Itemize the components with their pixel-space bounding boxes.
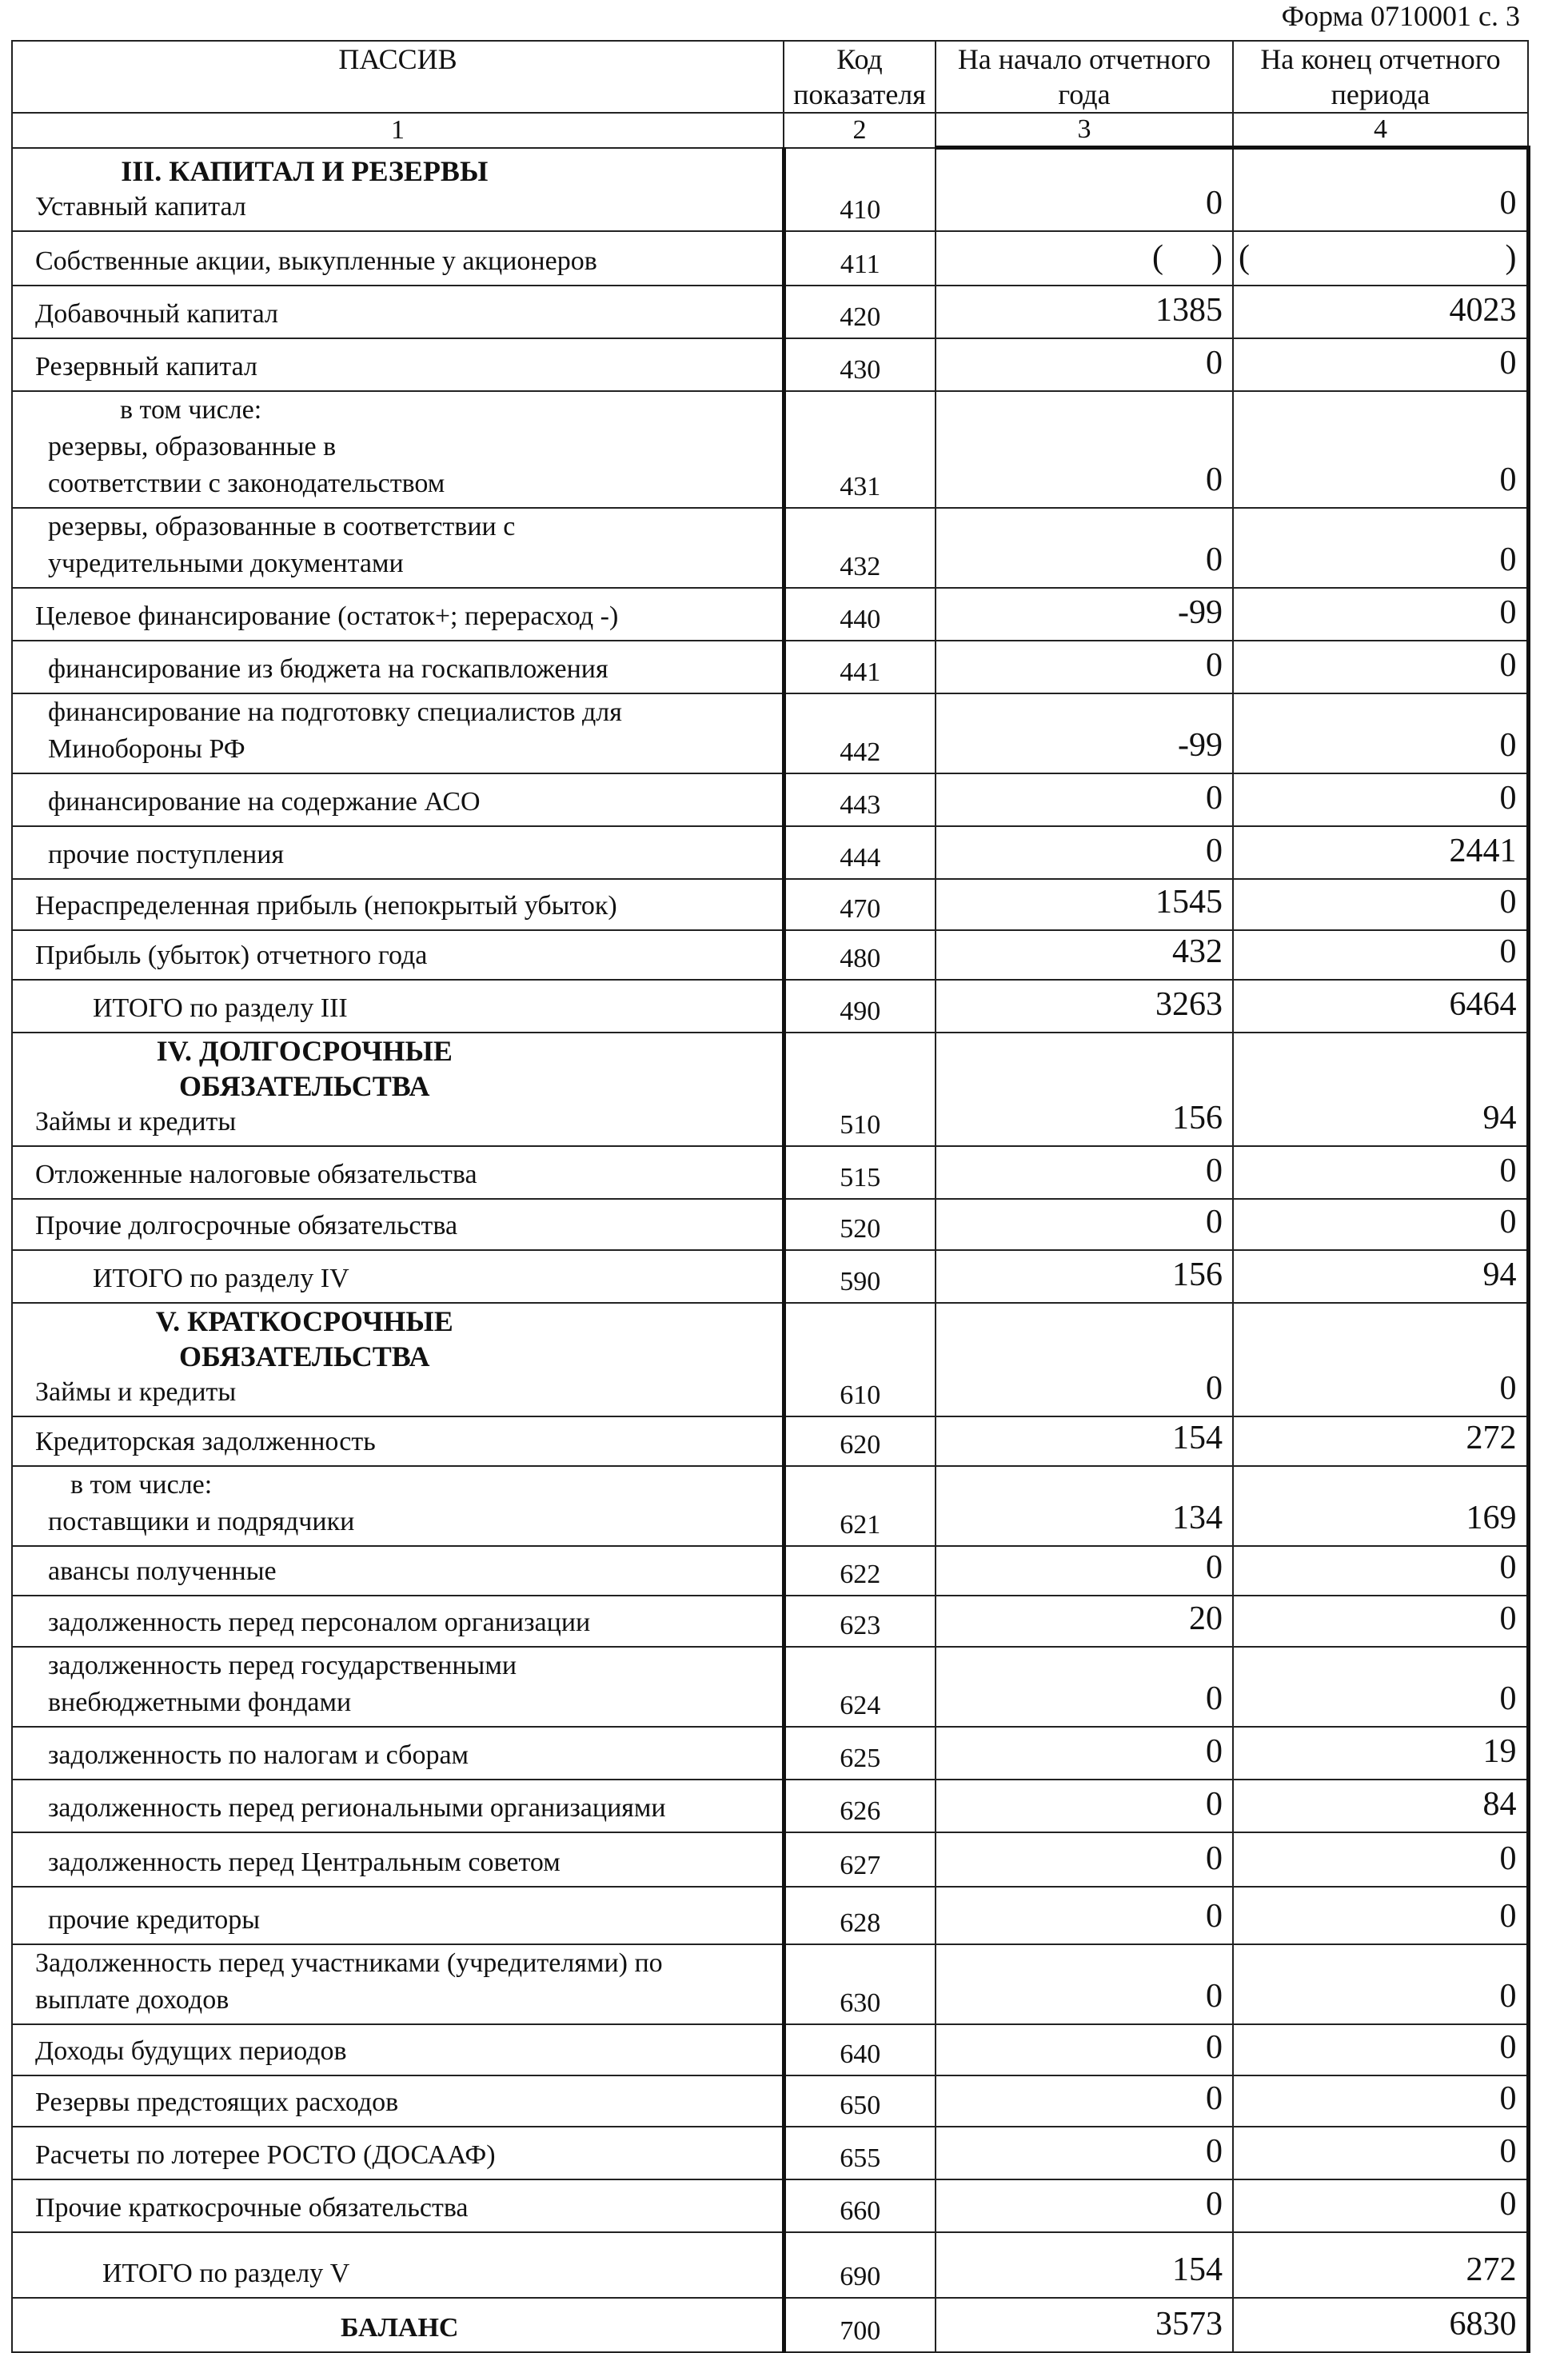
table-row bbox=[12, 826, 1528, 879]
table-row bbox=[12, 1727, 1528, 1780]
value-end: 84 bbox=[1233, 1780, 1528, 1832]
table-row bbox=[12, 1647, 1528, 1727]
value-end: 0 bbox=[1233, 879, 1528, 930]
row-code: 431 bbox=[784, 391, 936, 508]
value-end: 0 bbox=[1233, 2024, 1528, 2075]
value-start: 0 bbox=[936, 2024, 1233, 2075]
row-code: 410 bbox=[784, 148, 936, 231]
row-code: 444 bbox=[784, 826, 936, 879]
value-start: -99 bbox=[936, 588, 1233, 641]
value-end: 0 bbox=[1233, 1596, 1528, 1647]
row-label: Целевое финансирование (остаток+; перерасход -) bbox=[12, 588, 784, 641]
value-start: 0 bbox=[936, 1546, 1233, 1596]
section-title-capital: III. КАПИТАЛ И РЕЗЕРВЫ bbox=[121, 154, 489, 187]
table-row bbox=[12, 231, 1528, 286]
row-code: 620 bbox=[784, 1416, 936, 1466]
value-end: 6830 bbox=[1233, 2298, 1528, 2352]
value-end: 94 bbox=[1233, 1033, 1528, 1146]
value-start: 134 bbox=[936, 1466, 1233, 1546]
row-label: Кредиторская задолженность bbox=[12, 1416, 784, 1466]
table-row bbox=[12, 391, 1528, 508]
row-code: 443 bbox=[784, 773, 936, 826]
table-row-total bbox=[12, 1250, 1528, 1303]
row-label: задолженность перед персоналом организации bbox=[12, 1596, 784, 1647]
in-that-number: в том числе: bbox=[70, 1469, 213, 1500]
table-row bbox=[12, 1416, 1528, 1466]
row-code: 625 bbox=[784, 1727, 936, 1780]
value-start: 0 bbox=[936, 1303, 1233, 1416]
value-end: 4023 bbox=[1233, 286, 1528, 338]
row-label: прочие поступления bbox=[12, 826, 784, 879]
value-end: 0 bbox=[1233, 1546, 1528, 1596]
row-code: 690 bbox=[784, 2232, 936, 2298]
row-label bbox=[12, 1033, 784, 1146]
value-end: 169 bbox=[1233, 1466, 1528, 1546]
value-end: 0 bbox=[1233, 930, 1528, 980]
table-row bbox=[12, 2075, 1528, 2127]
table-row bbox=[12, 693, 1528, 773]
table-row-balance bbox=[12, 2298, 1528, 2352]
row-code: 510 bbox=[784, 1033, 936, 1146]
column-number: 1 bbox=[12, 113, 784, 148]
value-start: 1385 bbox=[936, 286, 1233, 338]
row-code: 411 bbox=[784, 231, 936, 286]
row-label bbox=[12, 1303, 784, 1416]
row-code: 430 bbox=[784, 338, 936, 391]
value-start: 0 bbox=[936, 1832, 1233, 1887]
value-start: 0 bbox=[936, 2179, 1233, 2232]
row-label: Прочие долгосрочные обязательства bbox=[12, 1199, 784, 1250]
value-end: 0 bbox=[1233, 588, 1528, 641]
value-start: 20 bbox=[936, 1596, 1233, 1647]
row-label-text: Займы и кредиты bbox=[35, 1106, 237, 1137]
row-label: финансирование на подготовку специалистов для Минобороны РФ bbox=[12, 693, 784, 773]
row-label: Резервы предстоящих расходов bbox=[12, 2075, 784, 2127]
value-start: 0 bbox=[936, 1647, 1233, 1727]
row-label: резервы, образованные в соответствии с учредительными документами bbox=[12, 508, 784, 588]
value-end: 0 bbox=[1233, 1303, 1528, 1416]
value-start: 0 bbox=[936, 1944, 1233, 2024]
row-label: Отложенные налоговые обязательства bbox=[12, 1146, 784, 1199]
row-code: 515 bbox=[784, 1146, 936, 1199]
close-paren: ) bbox=[1505, 238, 1517, 276]
in-that-number: в том числе: bbox=[120, 394, 262, 425]
value-end: 2441 bbox=[1233, 826, 1528, 879]
table-header-row bbox=[12, 41, 1528, 113]
row-label: Задолженность перед участниками (учредителями) по выплате доходов bbox=[12, 1944, 784, 2024]
form-number: Форма 0710001 с. 3 bbox=[1281, 0, 1520, 32]
row-code: 626 bbox=[784, 1780, 936, 1832]
table-row bbox=[12, 2179, 1528, 2232]
row-code: 627 bbox=[784, 1832, 936, 1887]
table-row bbox=[12, 588, 1528, 641]
row-label: задолженность перед государственными внебюджетными фондами bbox=[12, 1647, 784, 1727]
value-end: 0 bbox=[1233, 391, 1528, 508]
row-label: финансирование на содержание АСО bbox=[12, 773, 784, 826]
row-label: задолженность перед региональными организациями bbox=[12, 1780, 784, 1832]
value-start: 154 bbox=[936, 1416, 1233, 1466]
row-label: Собственные акции, выкупленные у акционеров bbox=[12, 231, 784, 286]
row-code: 490 bbox=[784, 980, 936, 1033]
value-end: 272 bbox=[1233, 1416, 1528, 1466]
value-end: 0 bbox=[1233, 2179, 1528, 2232]
value-end: 0 bbox=[1233, 1944, 1528, 2024]
row-label: авансы полученные bbox=[12, 1546, 784, 1596]
header-end-of-period: На конец отчетного периода bbox=[1233, 41, 1528, 113]
value-end: 0 bbox=[1233, 1647, 1528, 1727]
value-start: 3573 bbox=[936, 2298, 1233, 2352]
row-code: 655 bbox=[784, 2127, 936, 2179]
row-label: задолженность по налогам и сборам bbox=[12, 1727, 784, 1780]
table-row bbox=[12, 508, 1528, 588]
row-code: 420 bbox=[784, 286, 936, 338]
value-end: 0 bbox=[1233, 148, 1528, 231]
row-label-text: резервы, образованные в соответствии с законодательством bbox=[48, 431, 445, 498]
open-paren: ( bbox=[1152, 238, 1163, 276]
value-end: 0 bbox=[1233, 641, 1528, 693]
row-label bbox=[12, 391, 784, 508]
table-row bbox=[12, 2024, 1528, 2075]
value-end: 0 bbox=[1233, 1146, 1528, 1199]
row-label: Добавочный капитал bbox=[12, 286, 784, 338]
value-end: 0 bbox=[1233, 1832, 1528, 1887]
row-label: Расчеты по лотерее РОСТО (ДОСААФ) bbox=[12, 2127, 784, 2179]
table-row bbox=[12, 641, 1528, 693]
value-start: 432 bbox=[936, 930, 1233, 980]
column-number: 4 bbox=[1233, 113, 1528, 148]
row-code: 441 bbox=[784, 641, 936, 693]
table-row bbox=[12, 773, 1528, 826]
value-start: 0 bbox=[936, 2075, 1233, 2127]
value-start: 0 bbox=[936, 1146, 1233, 1199]
table-row bbox=[12, 338, 1528, 391]
value-start bbox=[936, 231, 1233, 286]
row-code: 480 bbox=[784, 930, 936, 980]
column-number: 2 bbox=[784, 113, 936, 148]
row-code: 628 bbox=[784, 1887, 936, 1944]
value-end bbox=[1233, 231, 1528, 286]
row-code: 650 bbox=[784, 2075, 936, 2127]
row-label-text: Уставный капитал bbox=[35, 191, 246, 222]
value-end: 0 bbox=[1233, 2127, 1528, 2179]
table-row bbox=[12, 1466, 1528, 1546]
value-end: 0 bbox=[1233, 1887, 1528, 1944]
row-code: 610 bbox=[784, 1303, 936, 1416]
table-row bbox=[12, 1596, 1528, 1647]
table-row bbox=[12, 1546, 1528, 1596]
row-label: Прибыль (убыток) отчетного года bbox=[12, 930, 784, 980]
table-row bbox=[12, 1944, 1528, 2024]
value-start: 0 bbox=[936, 1780, 1233, 1832]
row-code: 621 bbox=[784, 1466, 936, 1546]
header-start-of-year: На начало отчетного года bbox=[936, 41, 1233, 113]
section-title-short-term: V. КРАТКОСРОЧНЫЕ ОБЯЗАТЕЛЬСТВА bbox=[155, 1304, 453, 1372]
value-end: 6464 bbox=[1233, 980, 1528, 1033]
value-start: 0 bbox=[936, 338, 1233, 391]
row-label-text: Займы и кредиты bbox=[35, 1376, 237, 1407]
table-row bbox=[12, 148, 1528, 231]
row-label: прочие кредиторы bbox=[12, 1887, 784, 1944]
value-start: 156 bbox=[936, 1033, 1233, 1146]
row-label: Резервный капитал bbox=[12, 338, 784, 391]
column-number: 3 bbox=[936, 113, 1233, 148]
value-start: 156 bbox=[936, 1250, 1233, 1303]
table-row bbox=[12, 879, 1528, 930]
row-label: Нераспределенная прибыль (непокрытый убыток) bbox=[12, 879, 784, 930]
value-start: 0 bbox=[936, 1727, 1233, 1780]
table-row-total bbox=[12, 2232, 1528, 2298]
table-row bbox=[12, 1033, 1528, 1146]
row-label: Прочие краткосрочные обязательства bbox=[12, 2179, 784, 2232]
row-code: 470 bbox=[784, 879, 936, 930]
column-numbers-row bbox=[12, 113, 1528, 148]
value-start: 3263 bbox=[936, 980, 1233, 1033]
value-start: 0 bbox=[936, 773, 1233, 826]
close-paren: ) bbox=[1211, 238, 1223, 276]
row-label: БАЛАНС bbox=[12, 2298, 784, 2352]
value-start: 154 bbox=[936, 2232, 1233, 2298]
liabilities-balance-table bbox=[11, 40, 1530, 2353]
value-start: 0 bbox=[936, 508, 1233, 588]
value-end: 0 bbox=[1233, 338, 1528, 391]
table-row bbox=[12, 1887, 1528, 1944]
row-code: 660 bbox=[784, 2179, 936, 2232]
row-code: 432 bbox=[784, 508, 936, 588]
row-code: 520 bbox=[784, 1199, 936, 1250]
value-end: 19 bbox=[1233, 1727, 1528, 1780]
value-start: 0 bbox=[936, 148, 1233, 231]
row-label bbox=[12, 1466, 784, 1546]
value-start: 0 bbox=[936, 826, 1233, 879]
value-end: 94 bbox=[1233, 1250, 1528, 1303]
value-end: 0 bbox=[1233, 508, 1528, 588]
row-code: 640 bbox=[784, 2024, 936, 2075]
table-row bbox=[12, 2127, 1528, 2179]
value-start: -99 bbox=[936, 693, 1233, 773]
value-end: 0 bbox=[1233, 773, 1528, 826]
table-row bbox=[12, 1832, 1528, 1887]
table-row bbox=[12, 930, 1528, 980]
table-row bbox=[12, 1199, 1528, 1250]
value-start: 1545 bbox=[936, 879, 1233, 930]
value-end: 272 bbox=[1233, 2232, 1528, 2298]
row-label: ИТОГО по разделу IV bbox=[12, 1250, 784, 1303]
row-code: 624 bbox=[784, 1647, 936, 1727]
row-code: 590 bbox=[784, 1250, 936, 1303]
table-row-total bbox=[12, 980, 1528, 1033]
table-row bbox=[12, 1303, 1528, 1416]
value-start: 0 bbox=[936, 391, 1233, 508]
section-title-long-term: IV. ДОЛГОСРОЧНЫЕ ОБЯЗАТЕЛЬСТВА bbox=[156, 1034, 453, 1102]
row-label bbox=[12, 148, 784, 231]
header-passiv: ПАССИВ bbox=[12, 41, 784, 113]
row-code: 700 bbox=[784, 2298, 936, 2352]
open-paren: ( bbox=[1239, 238, 1250, 276]
row-code: 622 bbox=[784, 1546, 936, 1596]
value-start: 0 bbox=[936, 1199, 1233, 1250]
row-label: Доходы будущих периодов bbox=[12, 2024, 784, 2075]
row-label: задолженность перед Центральным советом bbox=[12, 1832, 784, 1887]
table-row bbox=[12, 1146, 1528, 1199]
value-start: 0 bbox=[936, 1887, 1233, 1944]
table-row bbox=[12, 1780, 1528, 1832]
row-label: ИТОГО по разделу III bbox=[12, 980, 784, 1033]
row-code: 630 bbox=[784, 1944, 936, 2024]
value-start: 0 bbox=[936, 2127, 1233, 2179]
row-code: 440 bbox=[784, 588, 936, 641]
row-label: ИТОГО по разделу V bbox=[12, 2232, 784, 2298]
row-code: 442 bbox=[784, 693, 936, 773]
value-end: 0 bbox=[1233, 1199, 1528, 1250]
value-end: 0 bbox=[1233, 2075, 1528, 2127]
value-end: 0 bbox=[1233, 693, 1528, 773]
row-label: финансирование из бюджета на госкапвложения bbox=[12, 641, 784, 693]
row-code: 623 bbox=[784, 1596, 936, 1647]
row-label-text: поставщики и подрядчики bbox=[48, 1506, 355, 1536]
table-row bbox=[12, 286, 1528, 338]
header-code: Код показателя bbox=[784, 41, 936, 113]
value-start: 0 bbox=[936, 641, 1233, 693]
